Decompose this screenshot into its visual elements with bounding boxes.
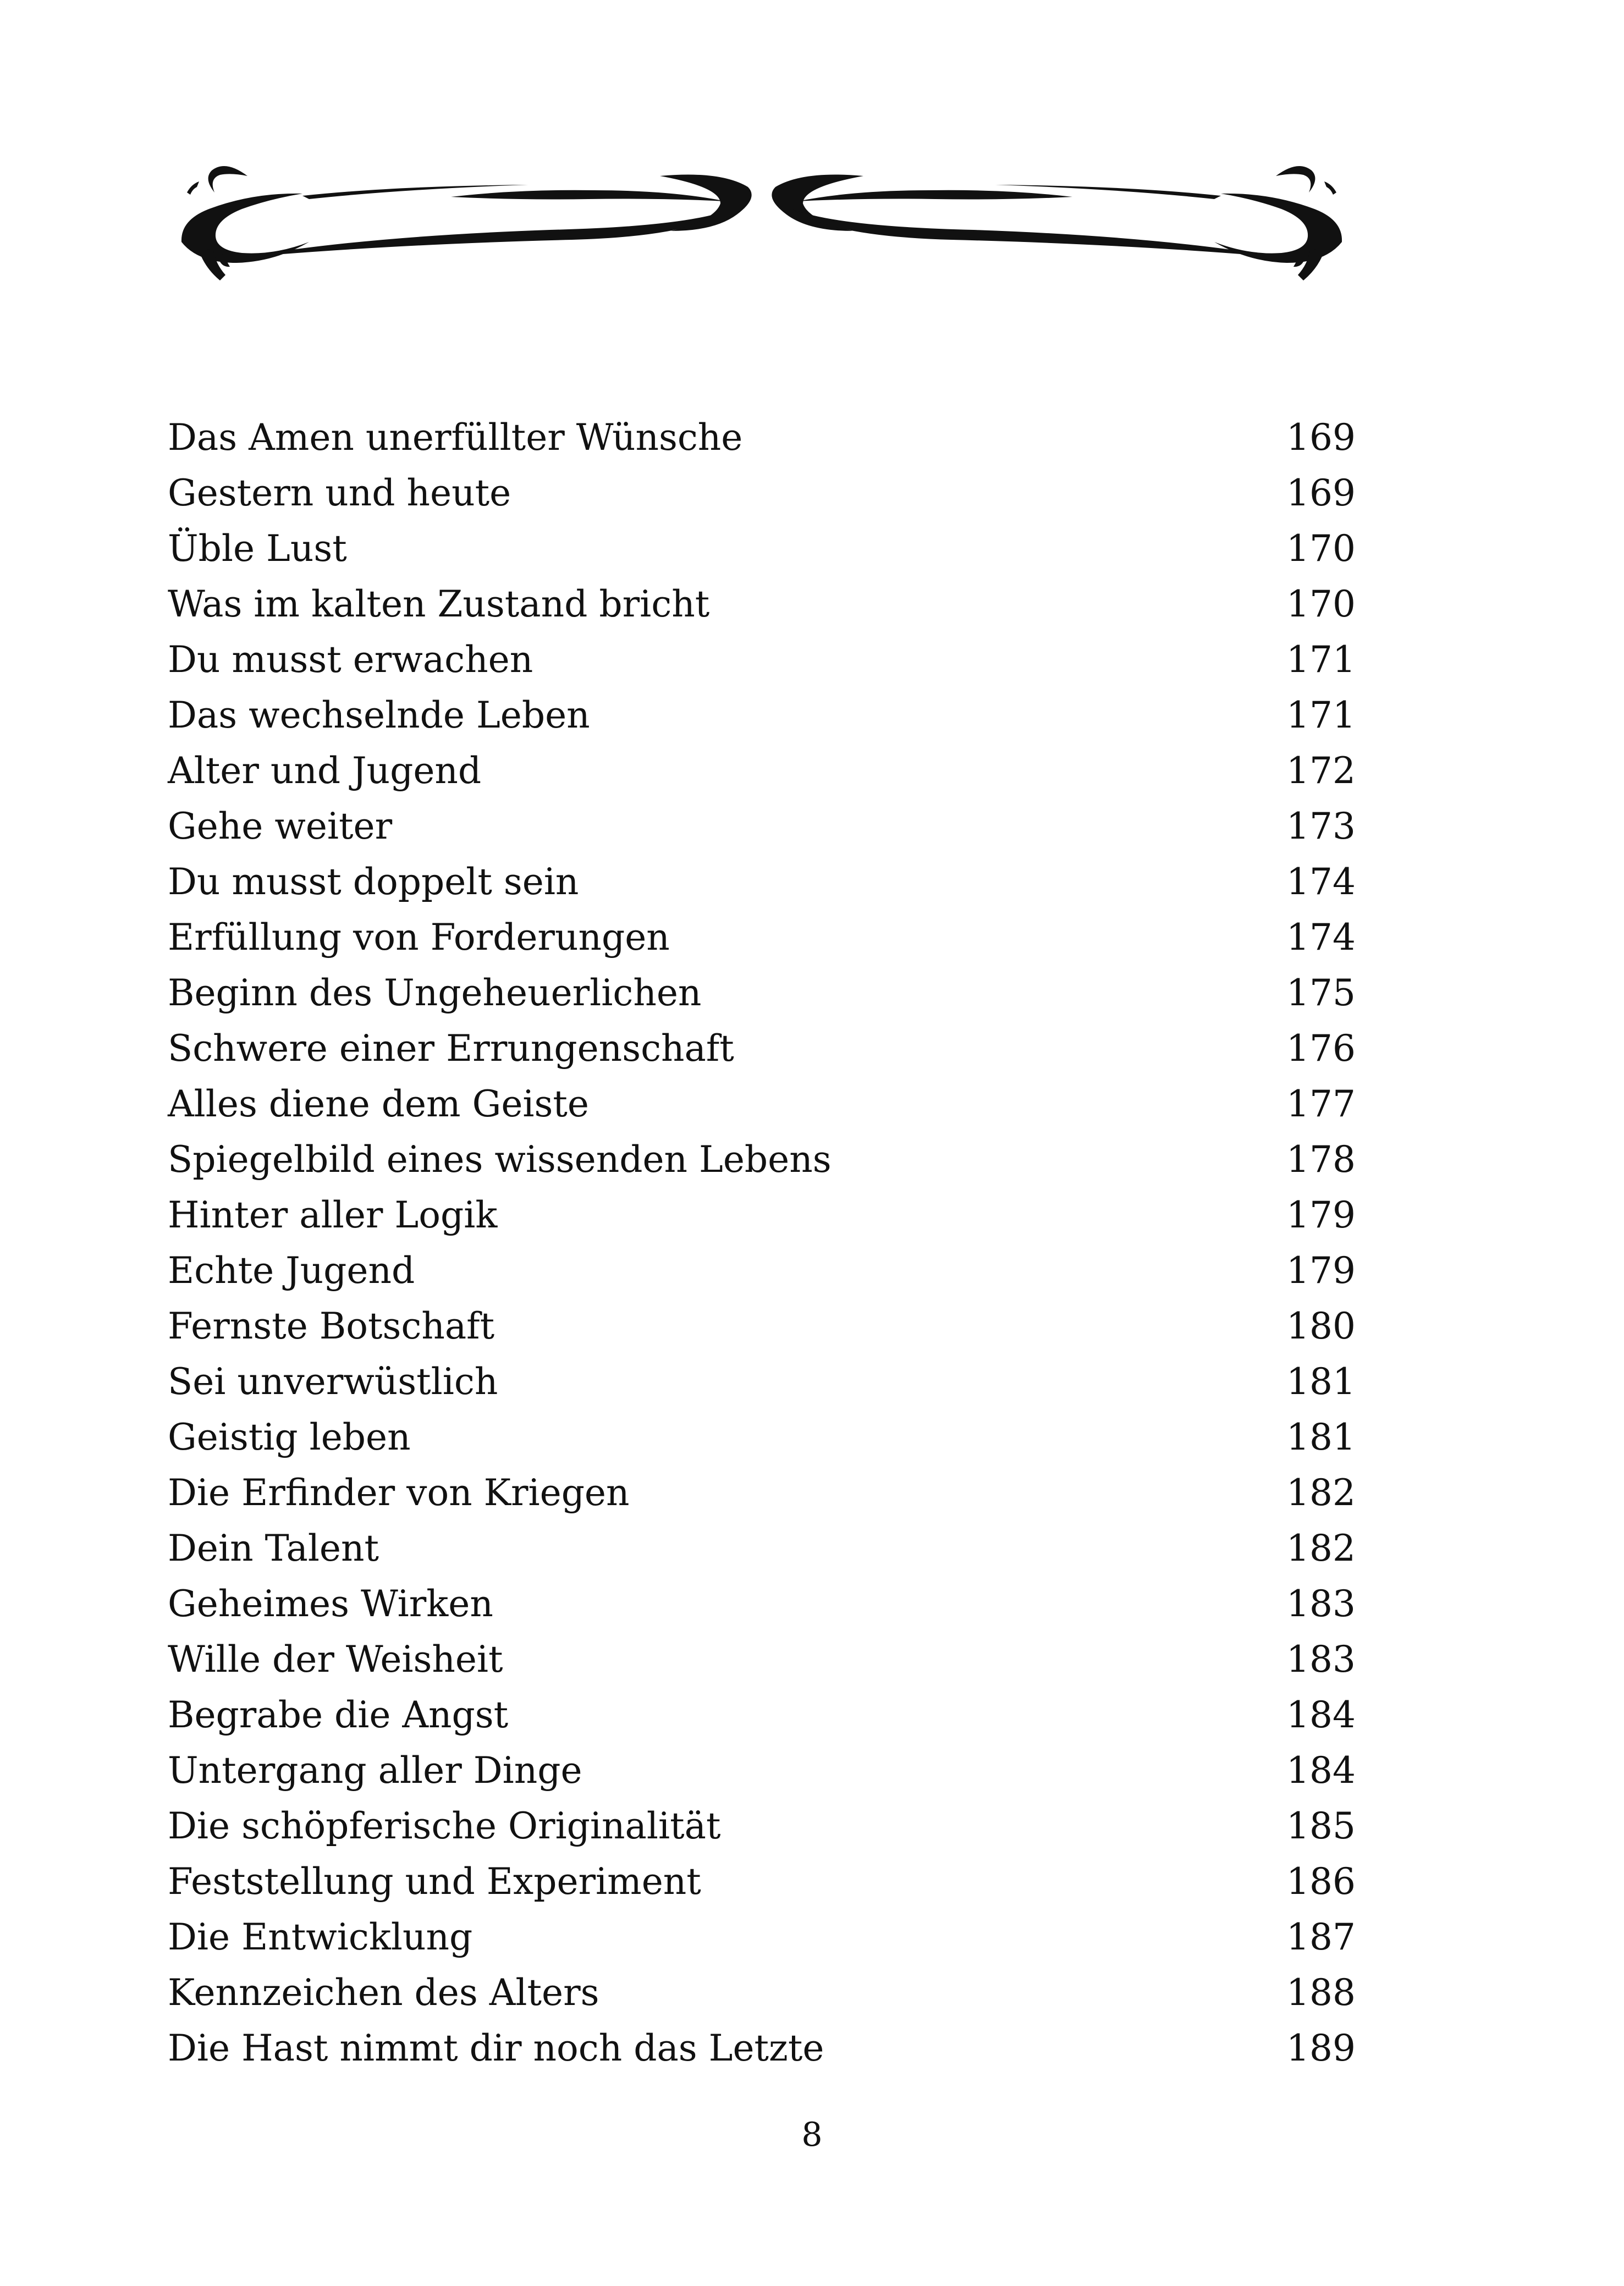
page-number: 8 [801, 2116, 823, 2154]
table-of-contents [168, 410, 1356, 2076]
toc-entry-title: Gehe weiter [168, 805, 393, 847]
toc-entry [168, 910, 1356, 965]
toc-entry-title: Die Entwicklung [168, 1916, 473, 1958]
toc-entry-title: Fernste Botschaft [168, 1305, 495, 1347]
toc-entry-title: Das Amen unerfüllter Wünsche [168, 416, 743, 459]
toc-entry-title: Beginn des Ungeheuerlichen [168, 972, 702, 1014]
toc-entry-title: Wille der Weisheit [168, 1638, 503, 1681]
toc-entry-page: 169 [1286, 472, 1356, 514]
toc-entry-page: 184 [1286, 1694, 1356, 1736]
toc-entry-title: Geheimes Wirken [168, 1583, 493, 1625]
toc-entry-title: Die schöpferische Originalität [168, 1805, 721, 1847]
toc-entry [168, 410, 1356, 465]
toc-entry [168, 743, 1356, 798]
toc-entry-page: 179 [1286, 1194, 1356, 1236]
toc-entry-page: 172 [1286, 750, 1356, 792]
toc-entry-title: Du musst erwachen [168, 638, 533, 681]
toc-entry [168, 854, 1356, 910]
toc-entry-title: Das wechselnde Leben [168, 694, 590, 736]
toc-entry [168, 1132, 1356, 1187]
ornament-flourish-icon [165, 154, 1358, 291]
toc-entry [168, 1521, 1356, 1576]
toc-entry [168, 1465, 1356, 1521]
toc-entry-page: 182 [1286, 1527, 1356, 1569]
toc-entry [168, 687, 1356, 743]
toc-entry-title: Die Erfinder von Kriegen [168, 1472, 630, 1514]
toc-entry-title: Geistig leben [168, 1416, 411, 1458]
toc-entry [168, 1354, 1356, 1409]
toc-entry-page: 171 [1286, 638, 1356, 681]
toc-entry [168, 1187, 1356, 1243]
toc-entry [168, 1854, 1356, 1909]
toc-entry-title: Gestern und heute [168, 472, 511, 514]
toc-entry [168, 1409, 1356, 1465]
toc-entry-page: 170 [1286, 527, 1356, 570]
toc-entry-page: 175 [1286, 972, 1356, 1014]
toc-entry-page: 170 [1286, 583, 1356, 625]
toc-entry-title: Schwere einer Errungenschaft [168, 1027, 734, 1070]
toc-entry [168, 465, 1356, 521]
toc-entry [168, 1243, 1356, 1298]
toc-entry-page: 176 [1286, 1027, 1356, 1070]
toc-entry-title: Feststellung und Experiment [168, 1860, 701, 1903]
toc-entry [168, 632, 1356, 687]
toc-entry [168, 576, 1356, 632]
toc-entry-page: 181 [1286, 1416, 1356, 1458]
toc-entry-page: 189 [1286, 2027, 1356, 2069]
toc-entry [168, 1965, 1356, 2020]
toc-entry-title: Untergang aller Dinge [168, 1749, 582, 1792]
toc-entry-page: 188 [1286, 1971, 1356, 2014]
toc-entry [168, 1576, 1356, 1632]
toc-entry-title: Sei unverwüstlich [168, 1360, 498, 1403]
toc-entry-page: 169 [1286, 416, 1356, 459]
toc-entry-title: Begrabe die Angst [168, 1694, 509, 1736]
toc-entry-page: 183 [1286, 1583, 1356, 1625]
toc-entry-page: 171 [1286, 694, 1356, 736]
toc-entry-page: 183 [1286, 1638, 1356, 1681]
toc-entry-page: 180 [1286, 1305, 1356, 1347]
toc-entry [168, 965, 1356, 1021]
toc-entry-page: 182 [1286, 1472, 1356, 1514]
toc-entry-title: Hinter aller Logik [168, 1194, 498, 1236]
toc-entry-title: Alter und Jugend [168, 750, 482, 792]
toc-entry-page: 177 [1286, 1083, 1356, 1125]
toc-entry-title: Spiegelbild eines wissenden Lebens [168, 1138, 832, 1181]
toc-entry-title: Du musst doppelt sein [168, 861, 579, 903]
toc-entry-title: Was im kalten Zustand bricht [168, 583, 710, 625]
toc-entry [168, 798, 1356, 854]
toc-entry-page: 184 [1286, 1749, 1356, 1792]
toc-entry-page: 187 [1286, 1916, 1356, 1958]
toc-entry-title: Alles diene dem Geiste [168, 1083, 589, 1125]
toc-entry [168, 1298, 1356, 1354]
toc-entry-title: Üble Lust [168, 527, 347, 570]
toc-entry-page: 178 [1286, 1138, 1356, 1181]
toc-entry [168, 1743, 1356, 1798]
toc-entry-page: 179 [1286, 1249, 1356, 1292]
toc-entry-page: 174 [1286, 861, 1356, 903]
toc-entry-page: 174 [1286, 916, 1356, 959]
toc-entry-page: 181 [1286, 1360, 1356, 1403]
toc-entry [168, 1632, 1356, 1687]
toc-entry-title: Dein Talent [168, 1527, 379, 1569]
toc-entry [168, 1076, 1356, 1132]
toc-entry [168, 2020, 1356, 2076]
toc-entry-page: 185 [1286, 1805, 1356, 1847]
toc-entry-title: Kennzeichen des Alters [168, 1971, 599, 2014]
toc-entry-page: 173 [1286, 805, 1356, 847]
toc-entry [168, 1909, 1356, 1965]
toc-entry-page: 186 [1286, 1860, 1356, 1903]
toc-entry-title: Erfüllung von Forderungen [168, 916, 670, 959]
toc-entry [168, 1687, 1356, 1743]
toc-entry-title: Echte Jugend [168, 1249, 415, 1292]
toc-entry [168, 521, 1356, 576]
toc-entry [168, 1798, 1356, 1854]
toc-entry [168, 1021, 1356, 1076]
toc-entry-title: Die Hast nimmt dir noch das Letzte [168, 2027, 824, 2069]
